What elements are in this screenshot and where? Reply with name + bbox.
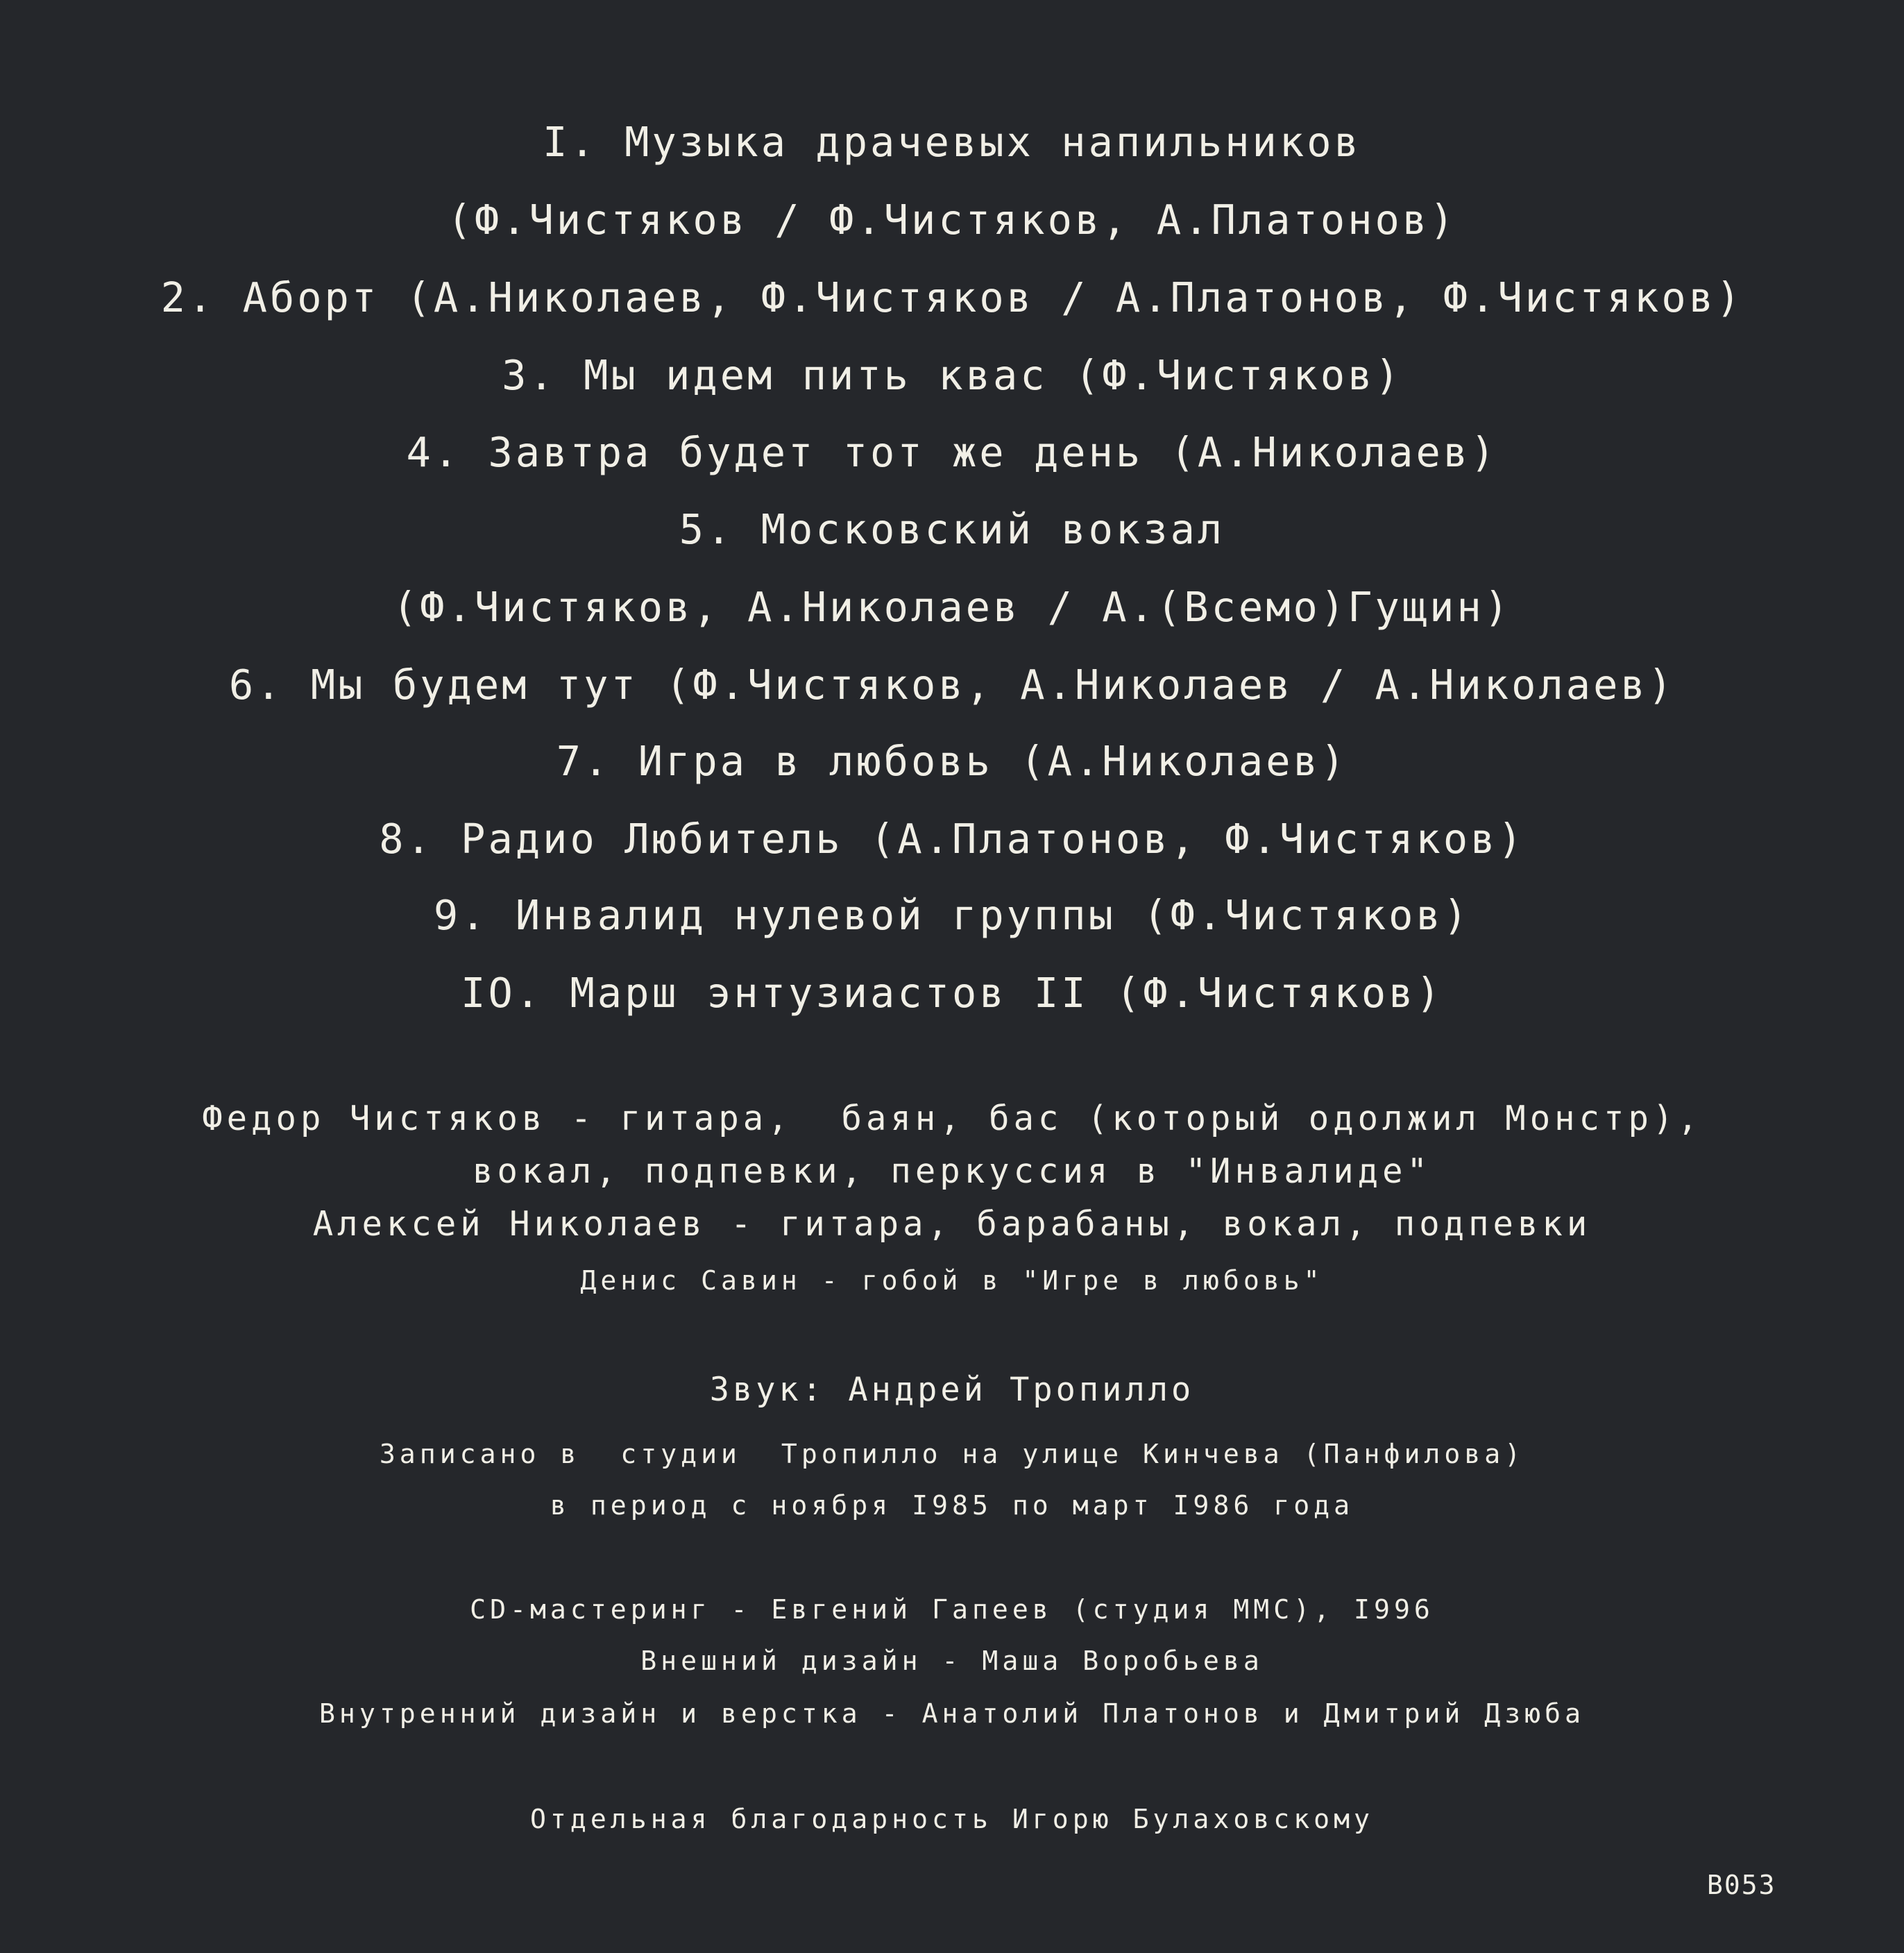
recording-studio: Записано в студии Тропилло на улице Кинчева (Панфилова) xyxy=(379,1439,1525,1469)
track-3: 3. Мы идем пить квас (Ф.Чистяков) xyxy=(502,352,1402,399)
musician-nikolaev: Алексей Николаев - гитара, барабаны, вокал, подпевки xyxy=(312,1204,1592,1244)
track-6: 6. Мы будем тут (Ф.Чистяков, А.Николаев / А.Николаев) xyxy=(228,661,1676,709)
track-1-title: I. Музыка драчевых напильников xyxy=(543,119,1361,166)
mastering-credit: CD-мастеринг - Евгений Гапеев (студия ММС), I996 xyxy=(470,1594,1434,1625)
track-10: IO. Марш энтузиастов II (Ф.Чистяков) xyxy=(461,970,1443,1017)
outer-design-credit: Внешний дизайн - Маша Воробьева xyxy=(640,1646,1264,1676)
musician-chistyakov: Федор Чистяков - гитара, баян, бас (который одолжил Монстр), xyxy=(202,1099,1702,1138)
track-5-title: 5. Московский вокзал xyxy=(679,506,1225,553)
track-7: 7. Игра в любовь (А.Николаев) xyxy=(556,738,1348,785)
track-9: 9. Инвалид нулевой группы (Ф.Чистяков) xyxy=(433,892,1471,939)
track-1-credits: (Ф.Чистяков / Ф.Чистяков, А.Платонов) xyxy=(447,196,1457,244)
track-5-credits: (Ф.Чистяков, А.Николаев / А.(Всемо)Гущин) xyxy=(392,584,1512,631)
track-4: 4. Завтра будет тот же день (А.Николаев) xyxy=(406,429,1498,476)
thanks-line: Отдельная благодарность Игорю Булаховскому xyxy=(529,1804,1375,1834)
musician-chistyakov-cont: вокал, подпевки, перкуссия в "Инвалиде" xyxy=(473,1151,1431,1191)
recording-period: в период с ноября I985 по март I986 года xyxy=(550,1490,1354,1521)
track-2: 2. Аборт (А.Николаев, Ф.Чистяков / А.Платонов, Ф.Чистяков) xyxy=(160,274,1744,321)
catalog-number: B053 xyxy=(1707,1870,1776,1900)
sound-engineer: Звук: Андрей Тропилло xyxy=(709,1371,1195,1409)
track-8: 8. Радио Любитель (А.Платонов, Ф.Чистяков) xyxy=(379,815,1525,863)
inner-design-credit: Внутренний дизайн и верстка - Анатолий Платонов и Дмитрий Дзюба xyxy=(318,1698,1586,1729)
musician-savin: Денис Савин - гобой в "Игре в любовь" xyxy=(580,1265,1324,1296)
